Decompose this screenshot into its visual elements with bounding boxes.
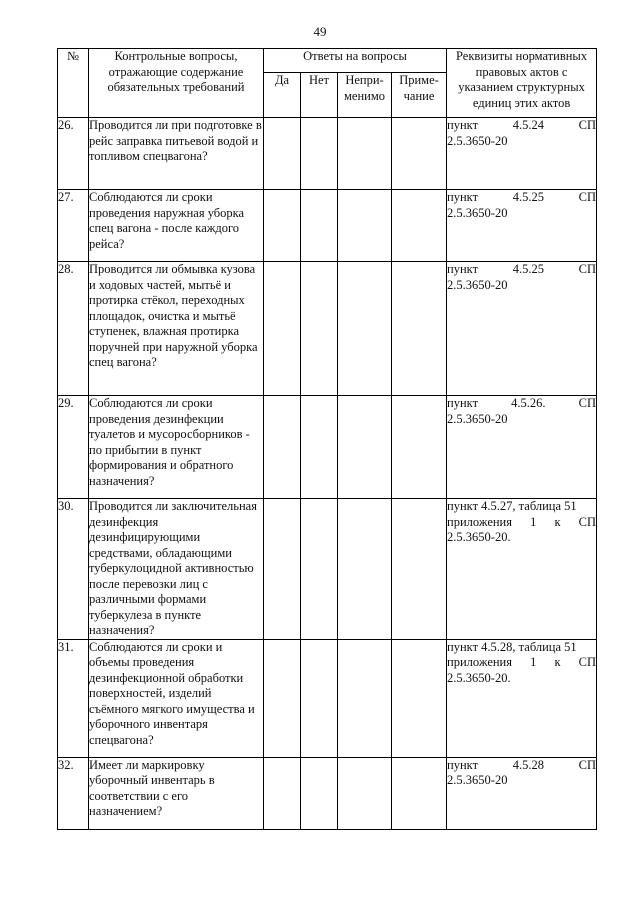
answer-not-applicable-cell[interactable] <box>338 396 392 499</box>
table-row <box>58 396 597 499</box>
answer-note-cell[interactable] <box>392 499 447 640</box>
ref-code: СП <box>578 262 597 276</box>
row-number: 31. <box>58 639 89 757</box>
ref-preposition: к <box>554 514 561 529</box>
answer-note-cell[interactable] <box>392 118 447 190</box>
answer-not-applicable-cell[interactable] <box>338 757 392 829</box>
answer-note-cell[interactable] <box>392 639 447 757</box>
row-number: 29. <box>58 396 89 499</box>
row-number: 26. <box>58 118 89 190</box>
ref-word: пункт <box>447 118 479 132</box>
ref-code: СП <box>578 757 597 772</box>
question-text: Соблюдаются ли сроки проведения наружная уборка спец вагона - после каждого рейса? <box>89 190 264 262</box>
row-number: 28. <box>58 262 89 396</box>
ref-appendix: приложения <box>447 514 513 529</box>
header-requisites: Реквизиты нормативных правовых актов с указанием структурных единиц этих актов <box>447 49 597 118</box>
header-no: Нет <box>301 73 338 118</box>
row-number: 30. <box>58 499 89 640</box>
answer-not-applicable-cell[interactable] <box>338 190 392 262</box>
ref-code: СП <box>578 396 597 410</box>
row-number: 32. <box>58 757 89 829</box>
ref-clause-table: пункт 4.5.27, таблица 51 <box>447 499 577 513</box>
ref-word: пункт <box>447 190 479 204</box>
ref-code: СП <box>578 655 597 669</box>
ref-clause-table: пункт 4.5.28, таблица 51 <box>447 639 577 654</box>
requisites-cell <box>447 262 597 396</box>
ref-document: 2.5.3650-20 <box>447 133 508 148</box>
answer-no-cell[interactable] <box>301 757 338 829</box>
header-yes: Да <box>264 73 301 118</box>
answer-note-cell[interactable] <box>392 757 447 829</box>
ref-word: пункт <box>447 396 479 410</box>
header-not-applicable: Непри-менимо <box>338 73 392 118</box>
table-row <box>58 499 597 640</box>
requisites-cell <box>447 639 597 757</box>
question-text: Проводится ли обмывка кузова и ходовых частей, мытьё и протирка стёкол, переходных площадок, очистка и мытьё ступенек, влажная протирка поручней при наружной уборка спец вагона? <box>89 262 264 396</box>
answer-not-applicable-cell[interactable] <box>338 118 392 190</box>
header-answers: Ответы на вопросы <box>264 49 447 73</box>
ref-document: 2.5.3650-20 <box>447 205 508 220</box>
ref-clause: 4.5.26. <box>511 396 546 410</box>
requisites-cell <box>447 757 597 829</box>
ref-appendix-number: 1 <box>530 514 537 529</box>
question-text: Имеет ли маркировку уборочный инвентарь в соответствии с его назначением? <box>89 757 264 829</box>
answer-yes-cell[interactable] <box>264 190 301 262</box>
requisites-cell <box>447 190 597 262</box>
answer-no-cell[interactable] <box>301 499 338 640</box>
requisites-cell <box>447 499 597 640</box>
table-row <box>58 262 597 396</box>
answer-yes-cell[interactable] <box>264 499 301 640</box>
answer-no-cell[interactable] <box>301 639 338 757</box>
table-row <box>58 639 597 757</box>
header-note: Приме-чание <box>392 73 447 118</box>
requisites-cell <box>447 396 597 499</box>
ref-code: СП <box>578 190 597 204</box>
question-text: Соблюдаются ли сроки и объемы проведения дезинфекционной обработки поверхностей, изделий съёмного мягкого имущества и уборочного инвентаря спецвагона? <box>89 639 264 757</box>
answer-no-cell[interactable] <box>301 396 338 499</box>
answer-not-applicable-cell[interactable] <box>338 499 392 640</box>
table-row <box>58 757 597 829</box>
question-text: Соблюдаются ли сроки проведения дезинфекции туалетов и мусоросборников - по прибытии в пункт формирования и обратного назначения? <box>89 396 264 499</box>
question-text: Проводится ли при подготовке в рейс заправка питьевой водой и топливом спецвагона? <box>89 118 264 190</box>
ref-word: пункт <box>447 262 479 276</box>
answer-yes-cell[interactable] <box>264 396 301 499</box>
ref-word: пункт <box>447 757 479 772</box>
ref-appendix: приложения <box>447 655 513 669</box>
answer-note-cell[interactable] <box>392 396 447 499</box>
page-number: 49 <box>313 24 327 39</box>
header-questions: Контрольные вопросы, отражающие содержание обязательных требований <box>89 49 264 118</box>
checklist-table <box>57 48 597 830</box>
ref-document: 2.5.3650-20. <box>447 530 511 544</box>
ref-clause: 4.5.24 <box>512 118 544 132</box>
answer-no-cell[interactable] <box>301 190 338 262</box>
answer-not-applicable-cell[interactable] <box>338 262 392 396</box>
ref-code: СП <box>578 514 597 529</box>
answer-yes-cell[interactable] <box>264 118 301 190</box>
requisites-cell <box>447 118 597 190</box>
header-num: № <box>58 49 89 118</box>
ref-clause: 4.5.25 <box>512 190 544 204</box>
answer-yes-cell[interactable] <box>264 757 301 829</box>
answer-no-cell[interactable] <box>301 118 338 190</box>
ref-code: СП <box>578 118 597 132</box>
table-row <box>58 190 597 262</box>
ref-document: 2.5.3650-20 <box>447 411 508 426</box>
table-row <box>58 118 597 190</box>
row-number: 27. <box>58 190 89 262</box>
ref-clause: 4.5.28 <box>512 757 544 772</box>
ref-clause: 4.5.25 <box>512 262 544 276</box>
ref-document: 2.5.3650-20. <box>447 670 511 685</box>
ref-preposition: к <box>554 655 561 669</box>
ref-document: 2.5.3650-20 <box>447 773 508 787</box>
ref-document: 2.5.3650-20 <box>447 277 508 292</box>
answer-note-cell[interactable] <box>392 262 447 396</box>
answer-not-applicable-cell[interactable] <box>338 639 392 757</box>
ref-appendix-number: 1 <box>530 655 537 669</box>
answer-no-cell[interactable] <box>301 262 338 396</box>
question-text: Проводится ли заключительная дезинфекция дезинфицирующими средствами, обладающими туберкулоцидной активностью после перевозки лиц с различными формами туберкулеза в пункте назначения? <box>89 499 264 640</box>
answer-note-cell[interactable] <box>392 190 447 262</box>
answer-yes-cell[interactable] <box>264 262 301 396</box>
answer-yes-cell[interactable] <box>264 639 301 757</box>
